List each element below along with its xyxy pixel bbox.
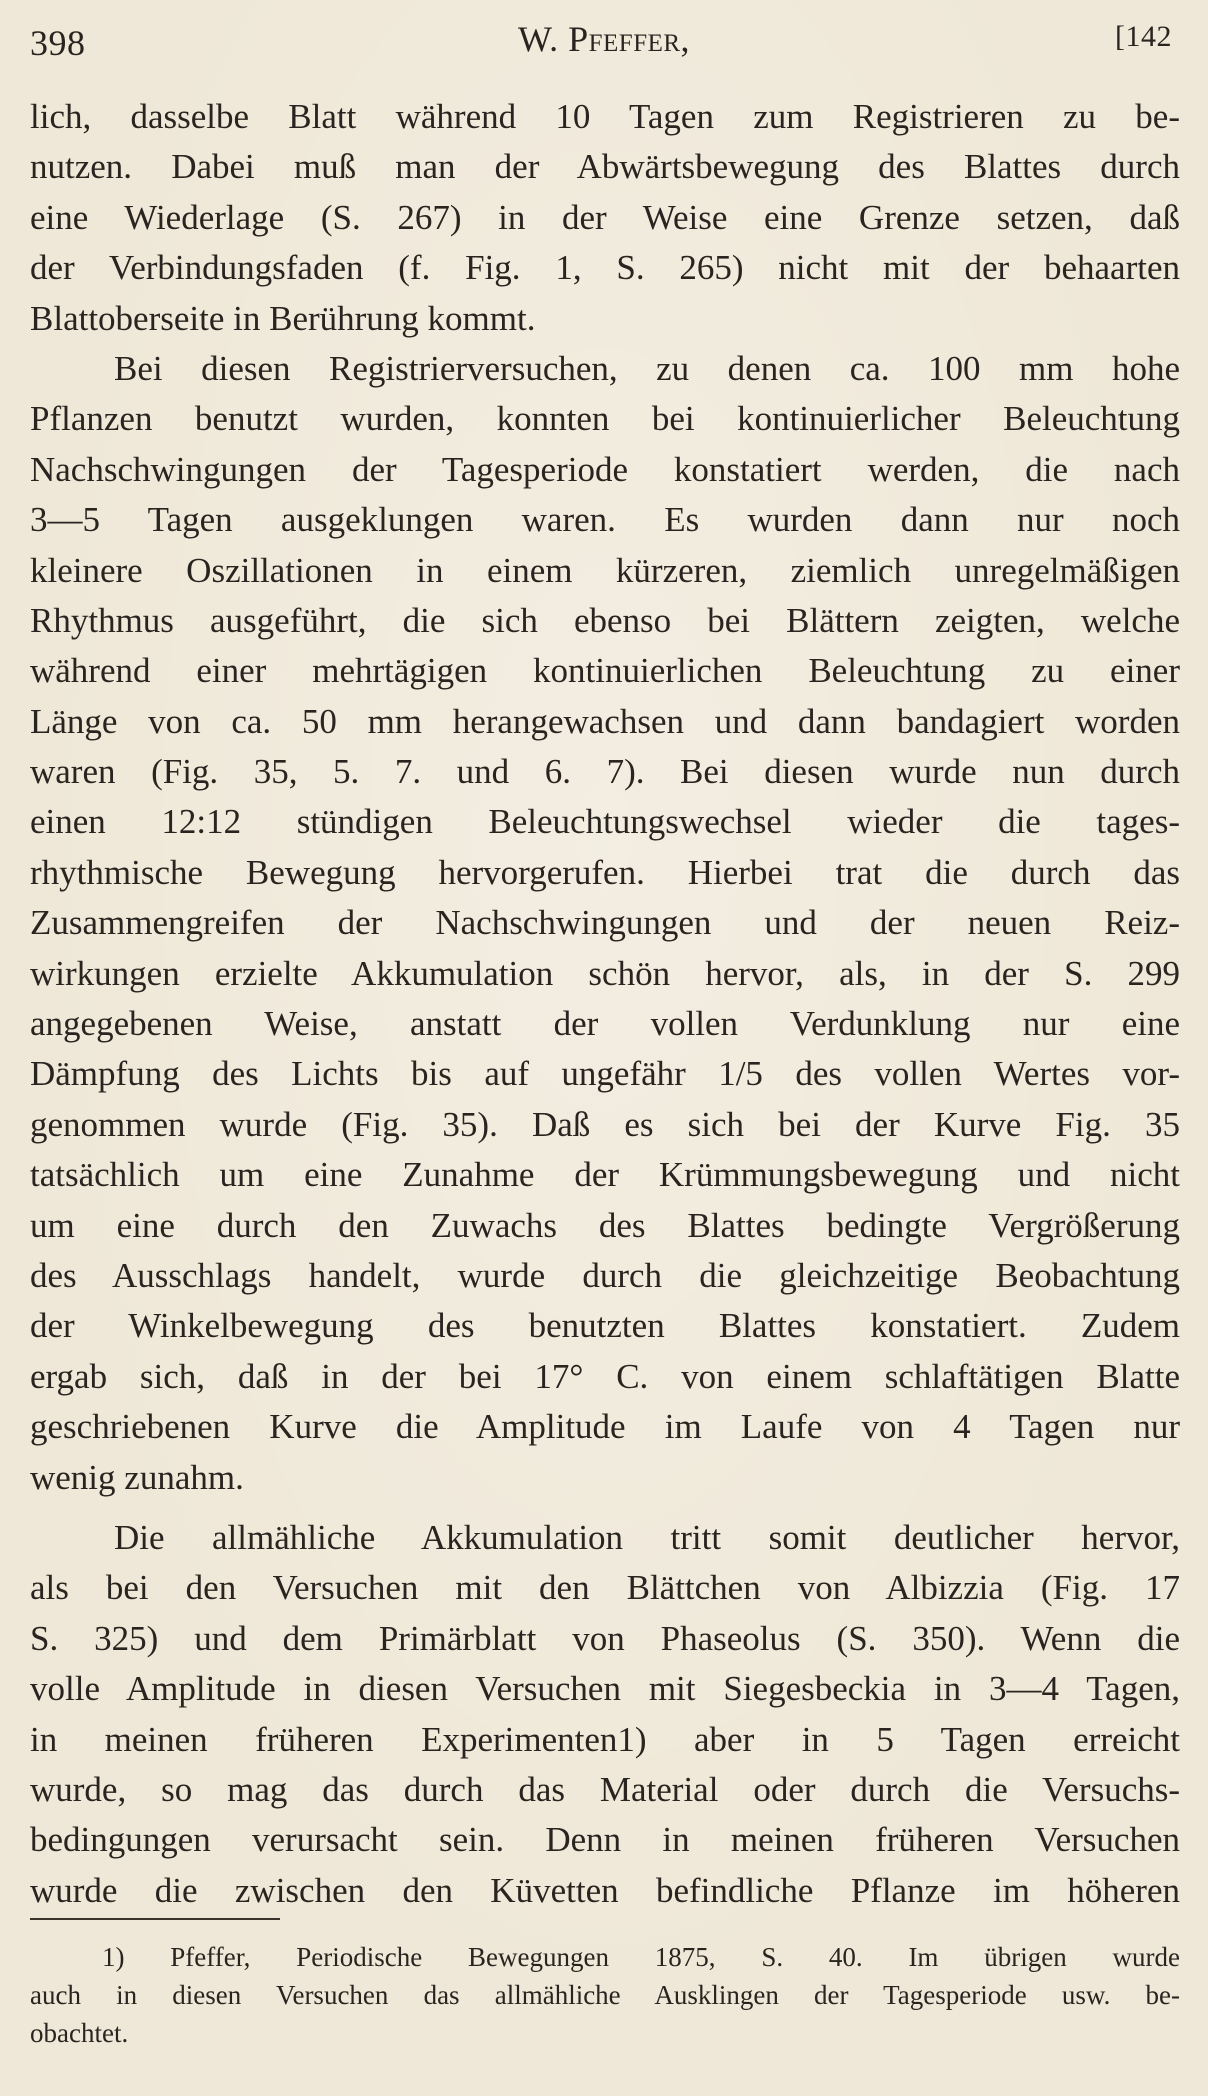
text-line: angegebenen Weise, anstatt der vollen Verdunklung nur eine bbox=[30, 1004, 1180, 1044]
text-line: Zusammengreifen der Nachschwingungen und der neuen Reiz- bbox=[30, 903, 1180, 943]
text-line: wirkungen erzielte Akkumulation schön hervor, als, in der S. 299 bbox=[30, 953, 1180, 993]
text-line: Dämpfung des Lichts bis auf ungefähr 1/5 des vollen Wertes vor- bbox=[30, 1054, 1180, 1094]
text-line: wurde, so mag das durch das Material oder durch die Versuchs- bbox=[30, 1769, 1180, 1809]
text-line: geschriebenen Kurve die Amplitude im Laufe von 4 Tagen nur bbox=[30, 1407, 1180, 1447]
text-line: waren (Fig. 35, 5. 7. und 6. 7). Bei diesen wurde nun durch bbox=[30, 752, 1180, 792]
text-line: einen 12:12 stündigen Beleuchtungswechsel wieder die tages- bbox=[30, 802, 1180, 842]
text-line: der Verbindungsfaden (f. Fig. 1, S. 265) nicht mit der behaarten bbox=[30, 248, 1180, 288]
footnote-line: auch in diesen Versuchen das allmähliche Ausklingen der Tagesperiode usw. be- bbox=[30, 1980, 1180, 2010]
text-line: als bei den Versuchen mit den Blättchen von Albizzia (Fig. 17 bbox=[30, 1568, 1180, 1608]
text-line: Nachschwingungen der Tagesperiode konstatiert werden, die nach bbox=[30, 449, 1180, 489]
footnote-line: 1) Pfeffer, Periodische Bewegungen 1875, S. 40. Im übrigen wurde bbox=[102, 1942, 1180, 1972]
text-line: eine Wiederlage (S. 267) in der Weise eine Grenze setzen, daß bbox=[30, 197, 1180, 237]
text-line: wurde die zwischen den Küvetten befindliche Pflanze im höheren bbox=[30, 1870, 1180, 1910]
text-line: volle Amplitude in diesen Versuchen mit Siegesbeckia in 3—4 Tagen, bbox=[30, 1669, 1180, 1709]
text-line: 3—5 Tagen ausgeklungen waren. Es wurden dann nur noch bbox=[30, 500, 1180, 540]
footnote-divider bbox=[30, 1918, 280, 1920]
text-line: rhythmische Bewegung hervorgerufen. Hierbei trat die durch das bbox=[30, 852, 1180, 892]
footnote bbox=[30, 1938, 1180, 2052]
footnote-line: obachtet. bbox=[30, 2018, 129, 2048]
text-line: des Ausschlags handelt, wurde durch die gleichzeitige Beobachtung bbox=[30, 1255, 1180, 1295]
body-text bbox=[30, 92, 1180, 1916]
running-title: W. Pfeffer, bbox=[517, 19, 691, 59]
text-line: während einer mehrtägigen kontinuierlichen Beleuchtung zu einer bbox=[30, 651, 1180, 691]
page-reference: [142 bbox=[1115, 20, 1172, 53]
text-line: tatsächlich um eine Zunahme der Krümmungsbewegung und nicht bbox=[30, 1155, 1180, 1195]
text-line: Rhythmus ausgeführt, die sich ebenso bei Blättern zeigten, welche bbox=[30, 600, 1180, 640]
text-line: der Winkelbewegung des benutzten Blattes konstatiert. Zudem bbox=[30, 1306, 1180, 1346]
text-line: nutzen. Dabei muß man der Abwärtsbewegung des Blattes durch bbox=[30, 147, 1180, 187]
page-number: 398 bbox=[30, 23, 86, 63]
text-line: Länge von ca. 50 mm herangewachsen und dann bandagiert worden bbox=[30, 701, 1180, 741]
text-line: Pflanzen benutzt wurden, konnten bei kontinuierlicher Beleuchtung bbox=[30, 399, 1180, 439]
text-line: Die allmähliche Akkumulation tritt somit deutlicher hervor, bbox=[114, 1517, 1180, 1557]
text-line: bedingungen verursacht sein. Denn in meinen früheren Versuchen bbox=[30, 1820, 1180, 1860]
text-line: Bei diesen Registrierversuchen, zu denen ca. 100 mm hohe bbox=[114, 348, 1180, 388]
text-line: um eine durch den Zuwachs des Blattes bedingte Vergrößerung bbox=[30, 1205, 1180, 1245]
text-line: lich, dasselbe Blatt während 10 Tagen zum Registrieren zu be- bbox=[30, 97, 1180, 136]
text-line: in meinen früheren Experimenten1) aber in 5 Tagen erreicht bbox=[30, 1719, 1180, 1759]
text-line: genommen wurde (Fig. 35). Daß es sich bei der Kurve Fig. 35 bbox=[30, 1104, 1180, 1144]
text-line: ergab sich, daß in der bei 17° C. von einem schlaftätigen Blatte bbox=[30, 1356, 1180, 1396]
text-line: S. 325) und dem Primärblatt von Phaseolus (S. 350). Wenn die bbox=[30, 1618, 1180, 1658]
text-line: kleinere Oszillationen in einem kürzeren, ziemlich unregelmäßigen bbox=[30, 550, 1180, 590]
text-line: Blattoberseite in Berührung kommt. bbox=[30, 298, 536, 338]
paragraph-gap bbox=[30, 1503, 1180, 1513]
text-line: wenig zunahm. bbox=[30, 1457, 244, 1497]
page-header bbox=[30, 18, 1178, 68]
